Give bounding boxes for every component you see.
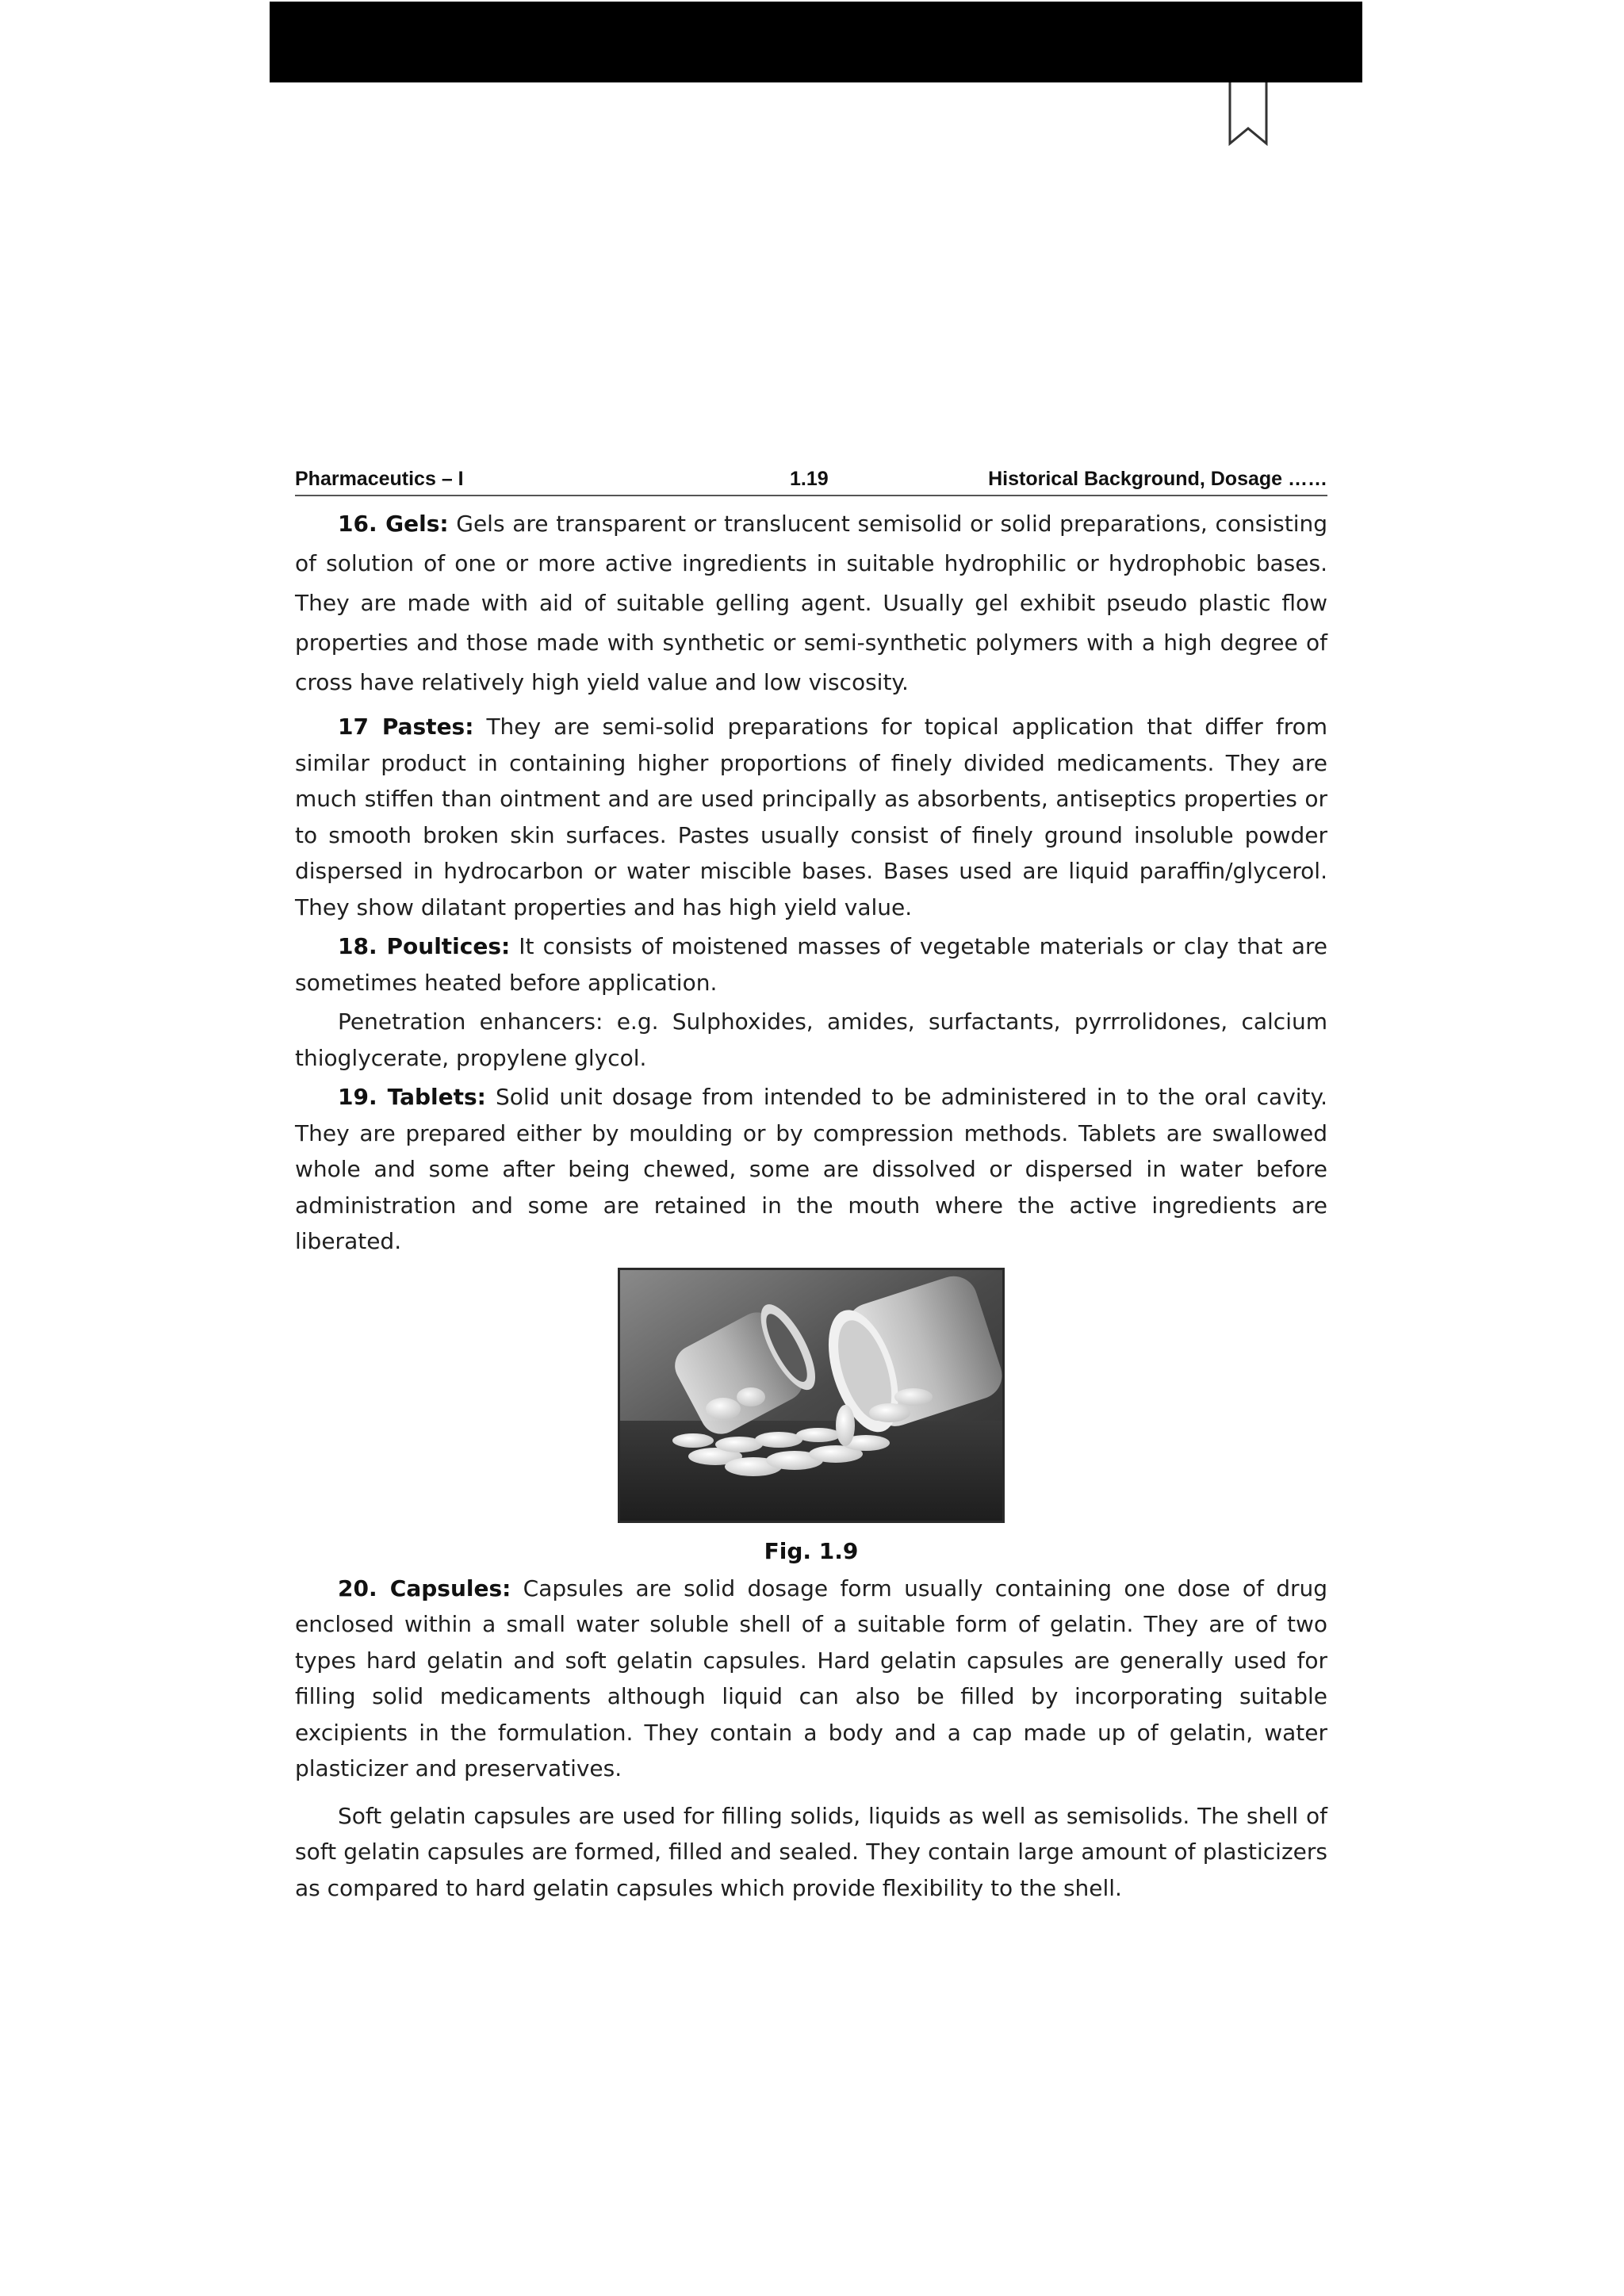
text-tablets: Solid unit dosage from intended to be administered in to the oral cavity. They are prepared either by moulding or by compression methods. Tablets are swallowed whole and some after being chewed, some are dissolved or dispersed in water before administration and some are retained in the mouth where the active ingredients are liberated. (295, 1084, 1327, 1254)
paragraph-soft-gelatin (295, 1798, 1327, 1907)
text-penetration-enhancers: Penetration enhancers: e.g. Sulphoxides, amides, surfactants, pyrrrolidones, calcium thioglycerate, propylene glycol. (295, 1008, 1327, 1071)
document-page (295, 465, 1327, 1906)
paragraph-penetration-enhancers (295, 1004, 1327, 1076)
paragraph-capsules (295, 1571, 1327, 1787)
text-pastes: They are semi-solid preparations for topical application that differ from similar product in containing higher proportions of finely divided medicaments. They are much stiffen than ointment and are used principally as absorbents, antiseptics properties or to smooth broken skin surfaces. Pastes usually consist of finely ground insoluble powder dispersed in hydrocarbon or water miscible bases. Bases used are liquid paraffin/glycerol. They show dilatant properties and has high yield value. (295, 714, 1327, 920)
figure-caption: Fig. 1.9 (764, 1537, 859, 1564)
paragraph-poultices (295, 928, 1327, 1001)
heading-capsules: 20. Capsules: (338, 1575, 511, 1601)
header-chapter-title: Historical Background, Dosage …… (988, 468, 1327, 490)
text-gels: Gels are transparent or translucent semisolid or solid preparations, consisting of solution of one or more active ingredients in suitable hydrophilic or hydrophobic bases. They are made with aid of suitable gelling agent. Usually gel exhibit pseudo plastic flow properties and those made with synthetic or semi-synthetic polymers with a high degree of cross have relatively high yield value and low viscosity. (295, 511, 1327, 695)
heading-pastes: 17 Pastes: (338, 714, 474, 740)
text-capsules: Capsules are solid dosage form usually containing one dose of drug enclosed within a small water soluble shell of a suitable form of gelatin. They are of two types hard gelatin and soft gelatin capsules. Hard gelatin capsules are generally used for filling solid medicaments although liquid can also be filled by incorporating suitable excipients in the formulation. They contain a body and a cap made up of gelatin, water plasticizer and preservatives. (295, 1575, 1328, 1781)
paragraph-gels (295, 504, 1327, 702)
header-book-title: Pharmaceutics – I (295, 468, 464, 490)
text-soft-gelatin: Soft gelatin capsules are used for filling solids, liquids as well as semisolids. The shell of soft gelatin capsules are formed, filled and sealed. They contain large amount of plasticizers as compared to hard gelatin capsules which provide flexibility to the shell. (295, 1802, 1327, 1901)
heading-tablets: 19. Tablets: (338, 1084, 486, 1110)
text-poultices: It consists of moistened masses of vegetable materials or clay that are sometimes heated before application. (295, 933, 1327, 996)
tablets-spilling-from-bottle-photo (620, 1270, 1002, 1521)
figure-tablets-image (618, 1268, 1005, 1523)
running-header (295, 465, 1327, 496)
header-page-number: 1.19 (790, 468, 829, 490)
paragraph-pastes (295, 709, 1327, 925)
bookmark-icon[interactable] (1228, 82, 1269, 146)
paragraph-tablets (295, 1079, 1327, 1260)
top-black-bar (270, 2, 1362, 82)
heading-gels: 16. Gels: (338, 511, 449, 537)
heading-poultices: 18. Poultices: (338, 933, 511, 959)
